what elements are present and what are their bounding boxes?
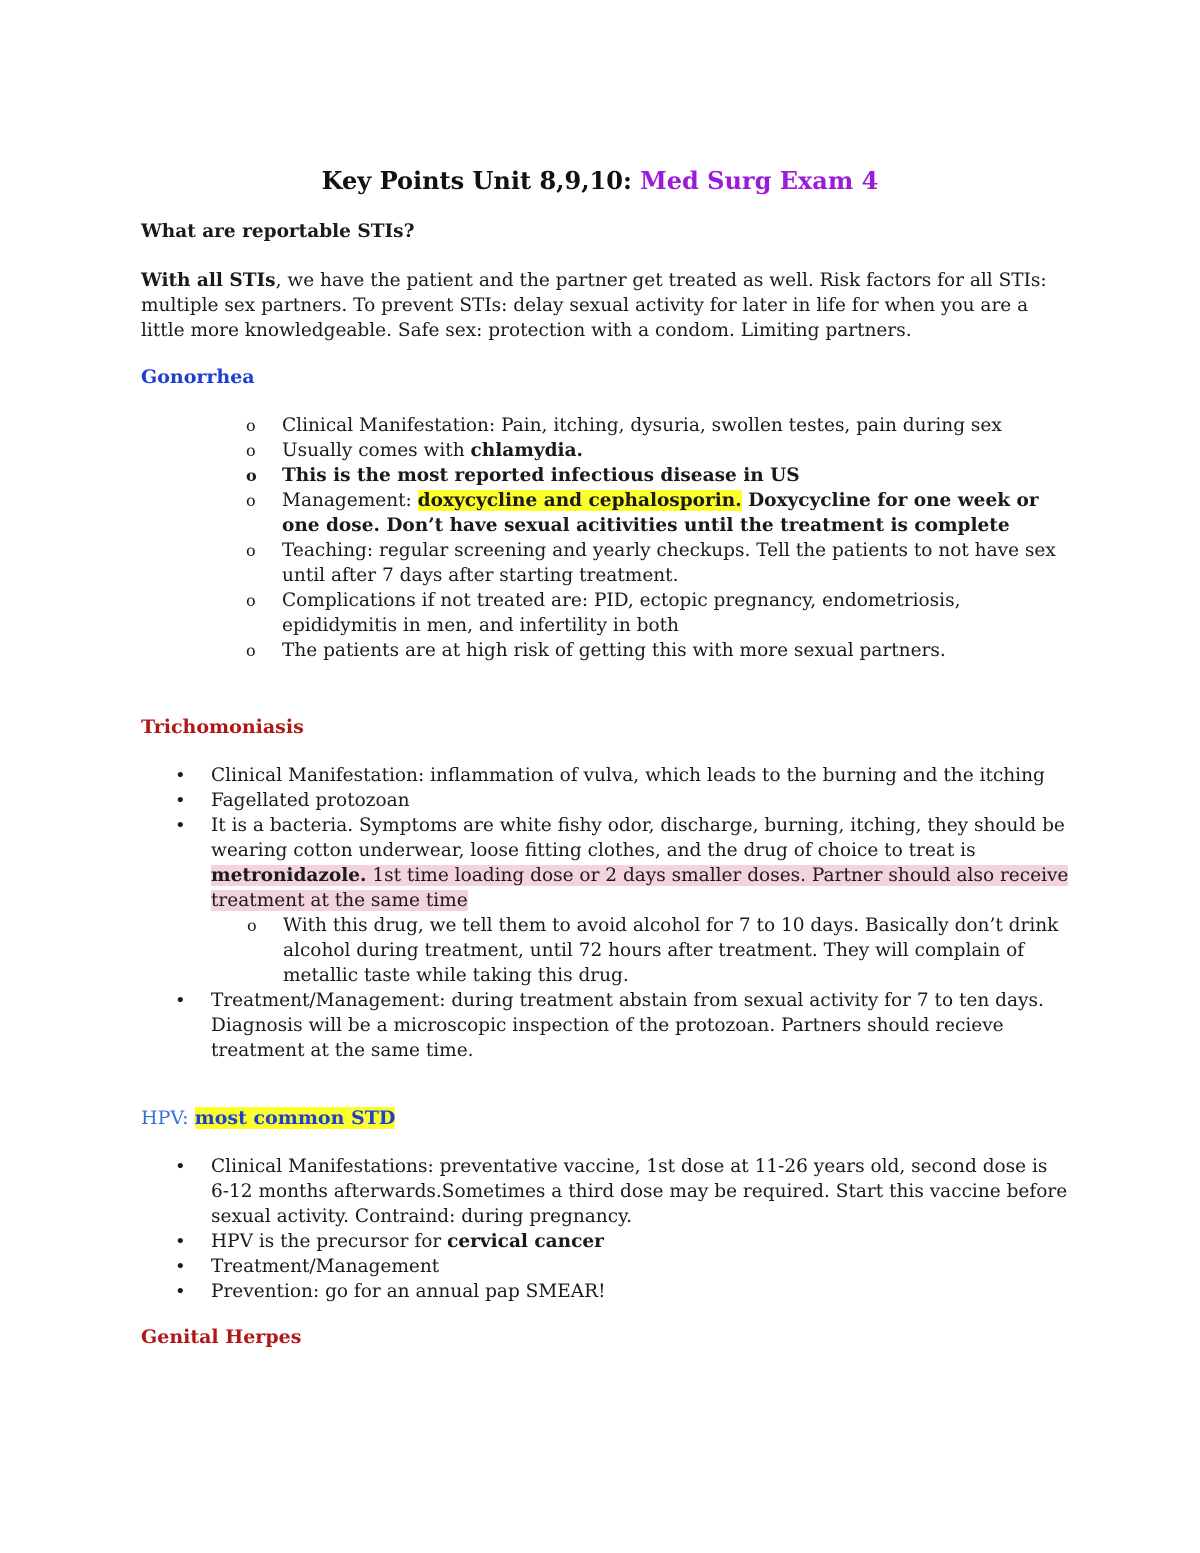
trichomoniasis-heading: Trichomoniasis bbox=[141, 716, 304, 738]
bullet-icon: • bbox=[175, 815, 186, 836]
list-item: • Clinical Manifestation: inflammation of vulva, which leads to the burning and the itching bbox=[175, 765, 1045, 786]
bullet-icon: • bbox=[175, 990, 186, 1011]
list-item: o Teaching: regular screening and yearly checkups. Tell the patients to not have sex until after 7 days after starting treatment. bbox=[246, 540, 1056, 586]
intro-text: , we have the patient and the partner get treated as well. Risk factors for all STIs: multiple sex partners. To prevent STIs: delay sexual activity for later in life for when you are a little more knowledgeable. Safe sex: protection with a condom. Limiting partners. bbox=[141, 270, 1047, 341]
intro-bold: With all STIs bbox=[141, 270, 276, 291]
circle-bullet-icon: o bbox=[246, 416, 256, 435]
bullet-icon: • bbox=[175, 1256, 186, 1277]
highlighted-heading: most common STD bbox=[194, 1107, 396, 1129]
circle-bullet-icon: o bbox=[246, 441, 256, 460]
highlighted-drug: metronidazole. bbox=[211, 865, 367, 886]
bullet-icon: • bbox=[175, 1281, 186, 1302]
bullet-icon: • bbox=[175, 790, 186, 811]
highlighted-drug: doxycycline and cephalosporin. bbox=[417, 490, 742, 511]
circle-bullet-icon: o bbox=[246, 541, 256, 560]
bullet-icon: • bbox=[175, 1156, 186, 1177]
list-item: • It is a bacteria. Symptoms are white fishy odor, discharge, burning, itching, they should be wearing cotton underwear, loose fitting clothes, and the drug of choice to treat is metronidazole. 1st time loading dose or 2 days smaller doses. Partner should also receive treatment at the same time bbox=[175, 815, 1069, 911]
intro-paragraph bbox=[141, 268, 1061, 343]
list-item: • Prevention: go for an annual pap SMEAR! bbox=[175, 1281, 606, 1302]
list-item: o Complications if not treated are: PID, ectopic pregnancy, endometriosis, epididymitis in men, and infertility in both bbox=[246, 590, 961, 636]
circle-bullet-icon: o bbox=[246, 591, 256, 610]
circle-bullet-icon: o bbox=[246, 491, 256, 510]
list-item: o This is the most reported infectious disease in US bbox=[246, 465, 800, 486]
hpv-list bbox=[175, 1154, 1071, 1304]
list-item: o Usually comes with chlamydia. bbox=[246, 440, 583, 461]
list-item: • Treatment/Management: during treatment abstain from sexual activity for 7 to ten days. Diagnosis will be a microscopic inspection of the protozoan. Partners should recieve treatment at the same time. bbox=[175, 990, 1044, 1061]
list-item: o Clinical Manifestation: Pain, itching, dysuria, swollen testes, pain during sex bbox=[246, 415, 1002, 436]
circle-bullet-icon: o bbox=[246, 641, 256, 660]
list-item: o The patients are at high risk of getting this with more sexual partners. bbox=[246, 640, 946, 661]
list-item: • HPV is the precursor for cervical cancer bbox=[175, 1231, 604, 1252]
list-item: o Management: doxycycline and cephalosporin. Doxycycline for one week or one dose. Don’t have sexual acitivities until the treatment is complete bbox=[246, 490, 1039, 536]
trichomoniasis-list bbox=[175, 763, 1071, 1063]
list-item: • Fagellated protozoan bbox=[175, 790, 410, 811]
list-item: • Treatment/Management bbox=[175, 1256, 440, 1277]
gonorrhea-heading: Gonorrhea bbox=[141, 366, 255, 388]
hpv-heading: HPV: most common STD bbox=[141, 1107, 396, 1129]
question-heading: What are reportable STIs? bbox=[141, 221, 415, 242]
herpes-heading: Genital Herpes bbox=[141, 1326, 302, 1348]
title-main: Key Points Unit 8,9,10: bbox=[321, 166, 641, 195]
bullet-icon: • bbox=[175, 765, 186, 786]
page-title bbox=[0, 166, 1200, 195]
title-accent: Med Surg Exam 4 bbox=[640, 166, 879, 195]
circle-bullet-icon: o bbox=[246, 466, 257, 485]
list-item: o With this drug, we tell them to avoid alcohol for 7 to 10 days. Basically don’t drink alcohol during treatment, until 72 hours after treatment. They will complain of metallic taste while taking this drug. bbox=[247, 915, 1059, 986]
list-item: • Clinical Manifestations: preventative vaccine, 1st dose at 11-26 years old, second dose is 6-12 months afterwards.Sometimes a third dose may be required. Start this vaccine before sexual activity. Contraind: during pregnancy. bbox=[175, 1156, 1068, 1227]
bullet-icon: • bbox=[175, 1231, 186, 1252]
circle-bullet-icon: o bbox=[247, 916, 257, 935]
gonorrhea-list bbox=[246, 413, 1072, 663]
